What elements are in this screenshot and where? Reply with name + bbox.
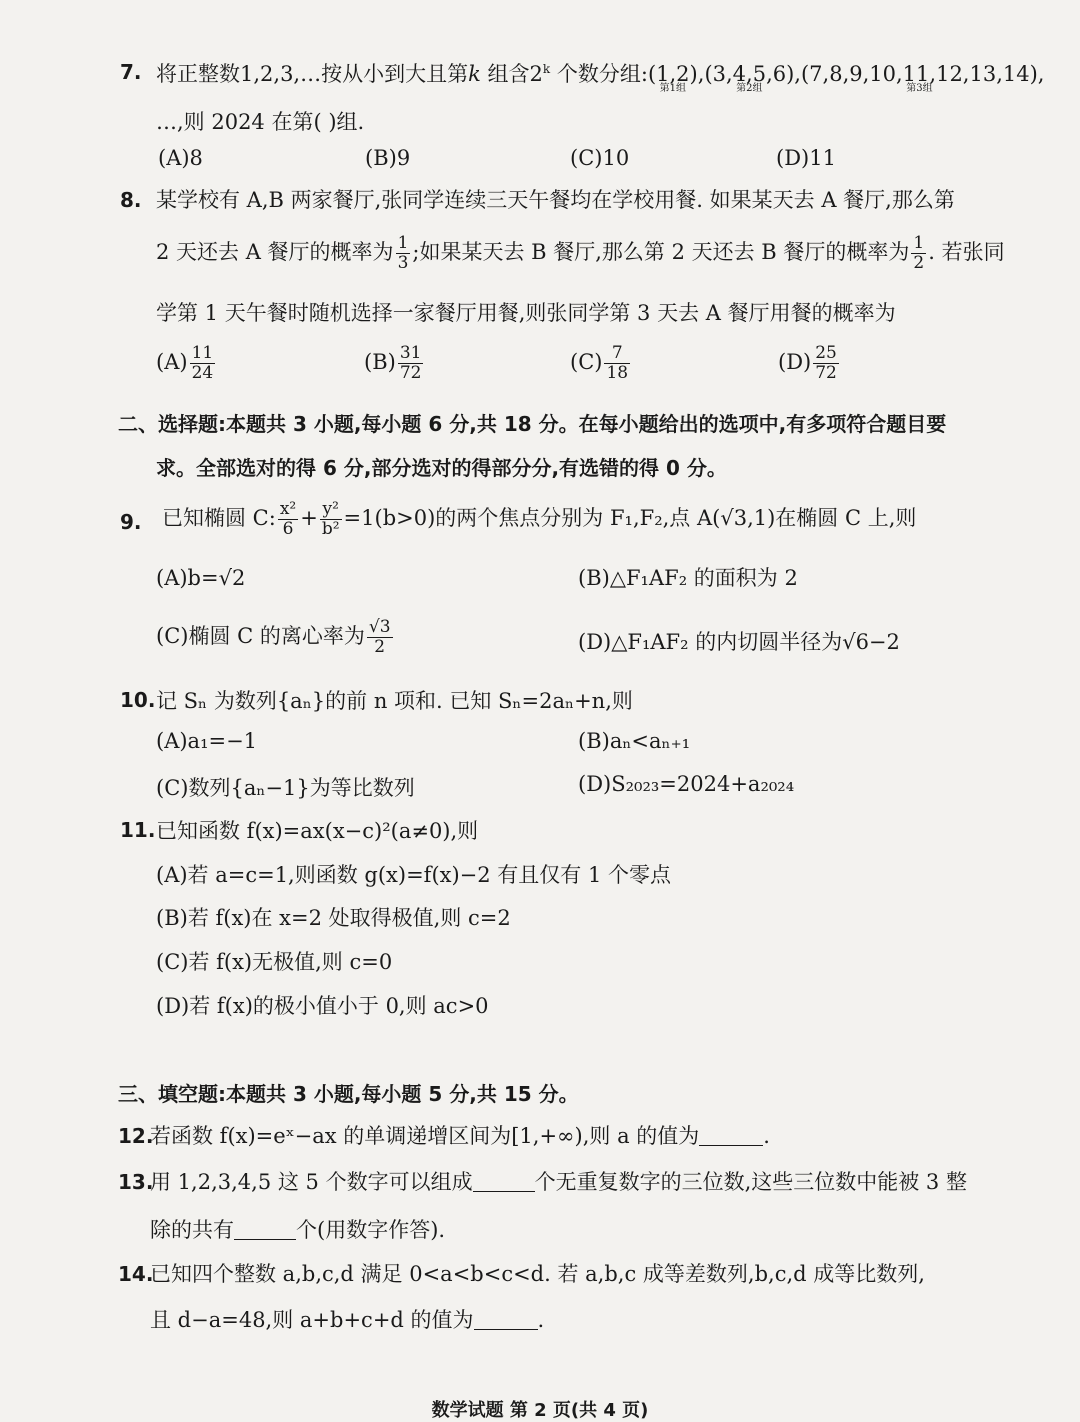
question-text: 个(用数字作答). [296, 1218, 446, 1242]
fraction: $\frac{1}{2}$ [913, 233, 925, 273]
question-text: 记 Sₙ 为数列{aₙ}的前 n 项和. 已知 Sₙ=2aₙ+n,则 [156, 689, 633, 713]
question-number: 13. [118, 1170, 154, 1194]
question-text: …,则 2024 在第( )组. [156, 110, 365, 134]
question-text: =1(b>0)的两个焦点分别为 F₁,F₂,点 A(√3,1)在椭圆 C 上,则 [343, 506, 917, 530]
fraction: $\frac{1}{3}$ [397, 233, 409, 273]
question-text: . 若张同 [928, 240, 1005, 264]
question-text: 用 1,2,3,4,5 这 5 个数字可以组成 [150, 1170, 473, 1194]
option-a: (A)8 [158, 146, 203, 170]
group-3: (7,8,9,10,11,12,13,14) 第3组 [800, 62, 1038, 94]
option-b: (B)9 [365, 146, 411, 170]
option-b: (B)aₙ<aₙ₊₁ [578, 729, 691, 753]
question-number: 12. [118, 1124, 154, 1148]
fraction: $\frac{\text{y²}}{\text{b²}}$ [321, 499, 340, 539]
page-footer: 数学试题 第 2 页(共 4 页) [431, 1400, 649, 1421]
question-text: 已知四个整数 a,b,c,d 满足 0<a<b<c<d. 若 a,b,c 成等差数列,b,c,d 成等比数列, [150, 1262, 925, 1286]
option-b: (B) $\frac{31}{72}$ [364, 343, 422, 383]
question-text: ;如果某天去 B 餐厅,那么第 2 天还去 B 餐厅的概率为 [412, 240, 910, 264]
question-text: 学第 1 天午餐时随机选择一家餐厅用餐,则张同学第 3 天去 A 餐厅用餐的概率为 [156, 301, 896, 325]
option-c: (C)数列{aₙ−1}为等比数列 [156, 776, 415, 800]
option-a: (A) $\frac{11}{24}$ [156, 343, 214, 383]
option-c: (C)若 f(x)无极值,则 c=0 [156, 950, 393, 974]
answer-blank[interactable] [474, 1309, 538, 1330]
fraction: $\frac{\text{x²}}{6}$ [279, 499, 297, 539]
group-label: 第1组 [659, 83, 687, 94]
question-text: 已知函数 f(x)=ax(x−c)²(a≠0),则 [156, 819, 479, 843]
group-label: 第2组 [736, 83, 763, 94]
variable-k: k [468, 62, 481, 86]
question-text: 组含2 [487, 62, 543, 86]
option-b: (B)△F₁AF₂ 的面积为 2 [578, 566, 798, 590]
question-number: 10. [120, 688, 156, 712]
question-text: 将正整数1,2,3,…按从小到大且第 [156, 62, 469, 86]
question-number: 14. [118, 1262, 154, 1286]
option-c: (C)10 [570, 146, 630, 170]
option-a: (A)a₁=−1 [156, 729, 258, 753]
question-number: 8. [120, 188, 142, 212]
section-instructions: 求。全部选对的得 6 分,部分选对的得部分分,有选错的得 0 分。 [156, 456, 727, 480]
group-1: (1,2) 第1组 [647, 62, 698, 94]
group-label: 第3组 [906, 83, 933, 94]
group-2: (3,4,5,6) 第2组 [704, 62, 795, 94]
superscript-k: k [542, 62, 551, 76]
question-number: 11. [120, 818, 156, 842]
section-3-heading: 三、填空题:本题共 3 小题,每小题 5 分,共 15 分。 [118, 1082, 579, 1106]
question-text: 个数分组: [556, 62, 648, 86]
question-text: 个无重复数字的三位数,这些三位数中能被 3 整 [534, 1170, 967, 1194]
option-b: (B)若 f(x)在 x=2 处取得极值,则 c=2 [156, 906, 511, 930]
question-text: 若函数 f(x)=eˣ−ax 的单调递增区间为[1,+∞),则 a 的值为 [150, 1124, 700, 1148]
question-text: 且 d−a=48,则 a+b+c+d 的值为 [150, 1308, 474, 1332]
question-text: 已知椭圆 C: [162, 506, 276, 530]
option-d: (D)11 [776, 146, 836, 170]
question-number: 9. [120, 510, 142, 534]
question-text: 某学校有 A,B 两家餐厅,张同学连续三天午餐均在学校用餐. 如果某天去 A 餐厅,那么第 [156, 188, 955, 212]
option-c: (C) $\frac{7}{18}$ [570, 343, 629, 383]
option-d: (D) $\frac{25}{72}$ [778, 343, 837, 383]
section-heading: 二、选择题:本题共 3 小题,每小题 6 分,共 18 分。在每小题给出的选项中,有多项符合题目要 [118, 412, 947, 436]
question-text: 2 天还去 A 餐厅的概率为 [156, 240, 394, 264]
answer-blank[interactable] [473, 1171, 535, 1192]
answer-blank[interactable] [699, 1125, 763, 1146]
answer-blank[interactable] [234, 1219, 296, 1240]
option-d: (D)△F₁AF₂ 的内切圆半径为√6−2 [578, 630, 900, 654]
question-text: 除的共有 [150, 1218, 234, 1242]
option-a: (A)b=√2 [156, 566, 246, 590]
option-c: (C)椭圆 C 的离心率为 $\frac{√3}{2}$ [156, 617, 391, 657]
exam-page: 7. 将正整数1,2,3,…按从小到大且第k 组含2$^k$ 个数分组:(1,2) 第1组 ,(3,4,5,6) 第2组 ,(7,8,9,10,11,12,13,14) 第3组 , …,则 2024 在第( )组. (A)8 (B)9 (C)10 (D)11 8. 某学校有 A,B 两家餐厅,张同学连续三天午餐均在学校用餐. 如果某天去 A 餐厅,那么第 2 天还去 A 餐厅的概率为 $\frac{1}{3}$ ;如果某天去 B 餐厅,那么第 2 天还去 B 餐厅的概率为 $\frac{1}{2}$ . 若张同 学第 1 天午餐时随机选择一家餐厅用餐,则张同学第 3 天去 A 餐厅用餐的概率为 (A) $\frac{11}{24}$ (B) $\frac{31}{72}$ (C) $\frac{7}{18}$ (D) $\frac{25}{72}$ 二、选择题:本题共 3 小题,每小题 6 分,共 18 分。在每小题给出的选项中,有多项符合题目要 求。全部选对的得 6 分,部分选对的得部分分,有选错的得 0 分。 9. 已知椭圆 C: $\frac{\text{x²}}{6}$ + $\frac{\text{y²}}{\text{b²}}$ =1(b>0)的两个焦点分别为 F₁,F₂,点 A(√3,1)在椭圆 C 上,则 (A)b=√2 (B)△F₁AF₂ 的面积为 2 (C)椭圆 C 的离心率为 $\frac{√3}{2}$ (D)△F₁AF₂ 的内切圆半径为√6−2 10. 记 Sₙ 为数列{aₙ}的前 n 项和. 已知 Sₙ=2aₙ+n,则 (A)a₁=−1 (B)aₙ<aₙ₊₁ (C)数列{aₙ−1}为等比数列 (D)S₂₀₂₃=2024+a₂₀₂₄ 11. 已知函数 f(x)=ax(x−c)²(a≠0),则 (A)若 a=c=1,则函数 g(x)=f(x)−2 有且仅有 1 个零点 (B)若 f(x)在 x=2 处取得极值,则 c=2 (C)若 f(x)无极值,则 c=0 (D)若 f(x)的极小值小于 0,则 ac>0 三、填空题:本题共 3 小题,每小题 5 分,共 15 分。 12. 若函数 f(x)=eˣ−ax 的单调递增区间为[1,+∞),则 a 的值为 . 13. 用 1,2,3,4,5 这 5 个数字可以组成 个无重复数字的三位数,这些三位数中能被 3 整 除的共有 个(用数字作答). 14. 已知四个整数 a,b,c,d 满足 0<a<b<c<d. 若 a,b,c 成等差数列,b,c,d 成等比数列, 且 d−a=48,则 a+b+c+d 的值为 . 数学试题 第 2 页(共 4 页) [0, 0, 1080, 1418]
option-d: (D)若 f(x)的极小值小于 0,则 ac>0 [156, 994, 489, 1018]
question-number: 7. [120, 60, 142, 84]
option-d: (D)S₂₀₂₃=2024+a₂₀₂₄ [578, 772, 795, 796]
option-a: (A)若 a=c=1,则函数 g(x)=f(x)−2 有且仅有 1 个零点 [156, 863, 672, 887]
